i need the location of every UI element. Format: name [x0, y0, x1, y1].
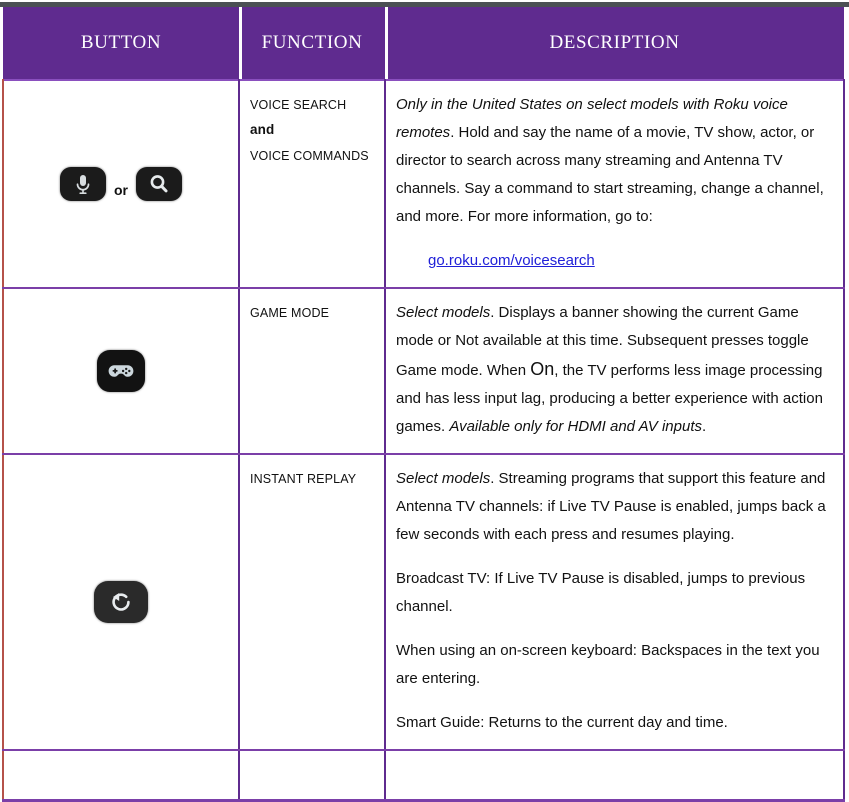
column-header-button: BUTTON [3, 7, 239, 80]
table-row-partial [3, 750, 844, 801]
description-cell-instant-replay [385, 454, 844, 750]
description-emphasis-lead: Only in the United States on select models with Roku voice remotes [396, 96, 788, 141]
description-body-text: . Streaming programs that support this feature and Antenna TV channels: if Live TV Pause is enabled, jumps back a few seconds with each press and resumes playing. [396, 470, 826, 543]
function-cell-voice-search [239, 80, 385, 288]
table-row [3, 454, 844, 750]
function-label-line-2: VOICE COMMANDS [250, 148, 369, 163]
function-cell-game-mode [239, 288, 385, 454]
description-tail-period: . [702, 418, 707, 435]
function-cell-instant-replay [239, 454, 385, 750]
button-cell-next [3, 750, 239, 801]
icon-group-game-mode [4, 350, 238, 392]
table-header-row [3, 7, 844, 80]
description-paragraph [396, 299, 829, 441]
description-emphasis-lead: Select models [396, 304, 491, 321]
description-body-text-1: . Displays a banner showing the current Game mode or Not available at this time. Subsequent presses toggle Game mode. When [396, 304, 809, 379]
function-label: INSTANT REPLAY [250, 472, 357, 486]
function-cell-next [239, 750, 385, 801]
voicesearch-link[interactable]: go.roku.com/voicesearch [428, 252, 595, 269]
button-cell-voice-search [3, 80, 239, 288]
description-paragraph: When using an on-screen keyboard: Backspaces in the text you are entering. [396, 642, 820, 687]
table-row [3, 80, 844, 288]
description-emphasis-tail: Available only for HDMI and AV inputs [449, 418, 702, 435]
column-header-description: DESCRIPTION [385, 7, 844, 80]
function-label: GAME MODE [250, 306, 330, 320]
icon-separator-or: or [114, 182, 128, 198]
remote-button-reference-table [2, 7, 845, 802]
description-cell-next [385, 750, 844, 801]
microphone-icon [60, 167, 106, 201]
description-body-text: . Hold and say the name of a movie, TV show, actor, or director to search across many streaming and Antenna TV channels. Say a command to start streaming, change a channel, and more. For more information, go to: [396, 124, 824, 225]
icon-group-instant-replay [4, 581, 238, 623]
button-cell-game-mode [3, 288, 239, 454]
gamepad-icon [97, 350, 145, 392]
description-highlight-word: On [530, 359, 555, 379]
function-label-conjunction: and [250, 122, 275, 138]
function-label-line-1 [250, 93, 374, 144]
table-row [3, 288, 844, 454]
table-body [3, 80, 844, 801]
function-label-text: VOICE SEARCH [250, 98, 347, 112]
replay-icon [94, 581, 148, 623]
table-container [0, 7, 849, 802]
description-paragraph [396, 465, 829, 549]
description-paragraph: Smart Guide: Returns to the current day and time. [396, 714, 728, 731]
description-link-line [396, 247, 829, 275]
description-cell-game-mode [385, 288, 844, 454]
description-emphasis-lead: Select models [396, 470, 491, 487]
description-cell-voice-search [385, 80, 844, 288]
button-cell-instant-replay [3, 454, 239, 750]
icon-group-voice-search [4, 167, 238, 201]
description-body-text-2: , the TV performs less image processing and has less input lag, producing a better experience with action games. [396, 362, 823, 435]
description-paragraph [396, 91, 829, 231]
table-header [3, 7, 844, 80]
magnifier-icon [136, 167, 182, 201]
description-paragraph: Broadcast TV: If Live TV Pause is disabled, jumps to previous channel. [396, 570, 806, 615]
column-header-function: FUNCTION [239, 7, 385, 80]
